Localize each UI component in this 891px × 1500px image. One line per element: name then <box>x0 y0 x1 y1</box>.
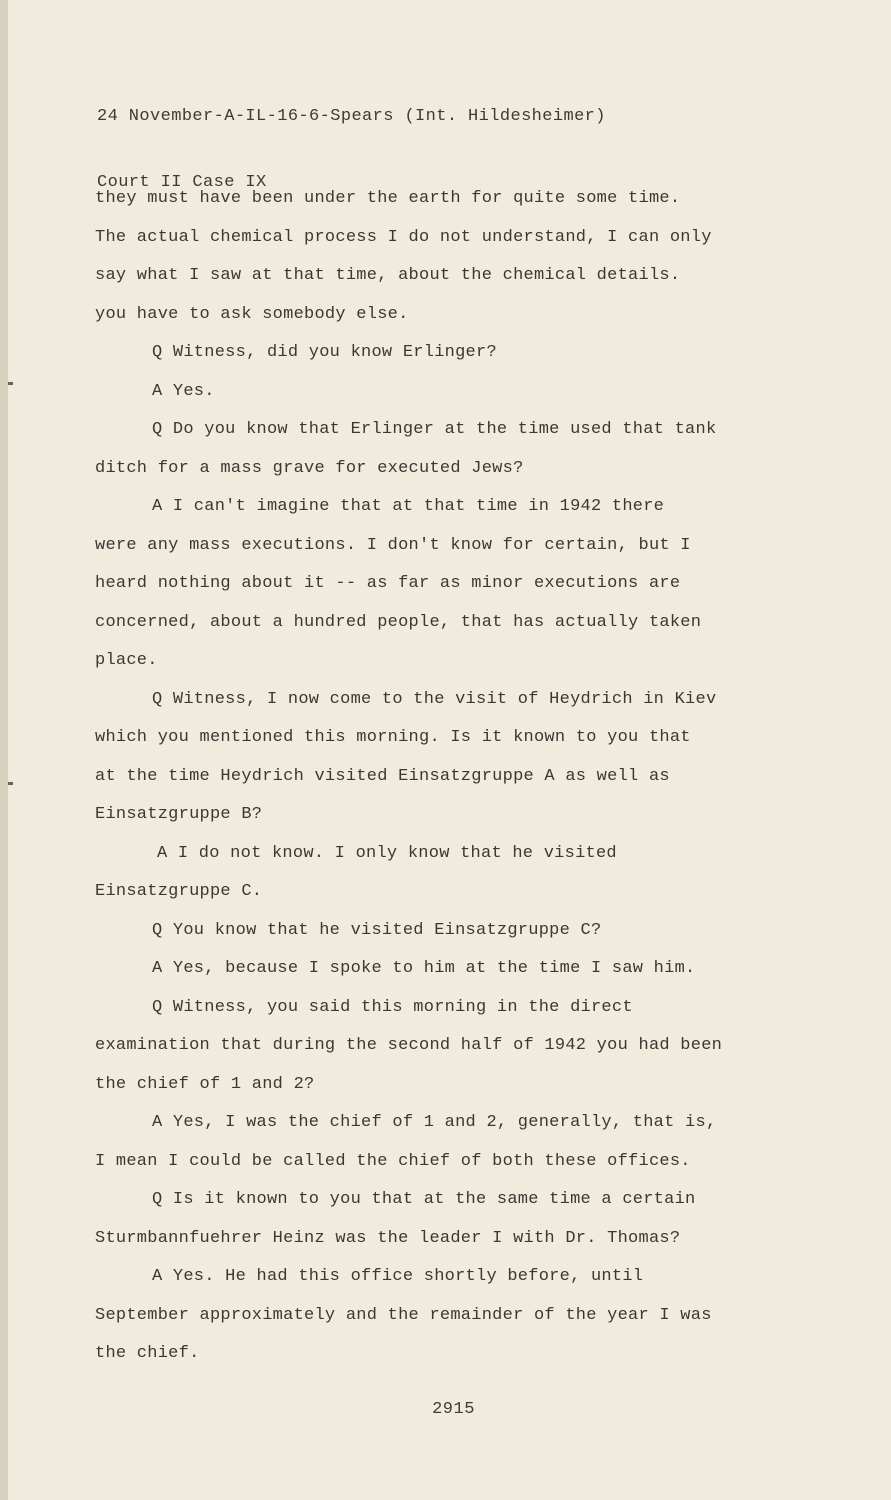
transcript-line: heard nothing about it -- as far as minor executions are <box>95 574 681 593</box>
transcript-line: Q Witness, I now come to the visit of Heydrich in Kiev <box>152 689 717 709</box>
transcript-line: place. <box>95 651 158 670</box>
transcript-line: examination that during the second half of 1942 you had been <box>95 1036 723 1055</box>
transcript-line: A I do not know. I only know that he visited <box>157 843 617 863</box>
transcript-line: Q Do you know that Erlinger at the time used that tank <box>152 420 717 439</box>
transcript-line: Q Witness, you said this morning in the direct <box>152 997 633 1017</box>
page-number: 2915 <box>432 1400 475 1419</box>
transcript-line: the chief of 1 and 2? <box>95 1074 315 1094</box>
transcript-line: A I can't imagine that at that time in 1942 there <box>152 497 665 516</box>
binding-mark <box>8 782 13 785</box>
transcript-line: Q Is it known to you that at the same time a certain <box>152 1190 696 1209</box>
transcript-line: A Yes, because I spoke to him at the time I saw him. <box>152 959 696 978</box>
transcript-line: Einsatzgruppe C. <box>95 882 263 901</box>
transcript-line: the chief. <box>95 1344 200 1363</box>
transcript-line: say what I saw at that time, about the chemical details. <box>95 266 681 285</box>
transcript-line: concerned, about a hundred people, that has actually taken <box>95 612 702 632</box>
transcript-line: you have to ask somebody else. <box>95 304 409 324</box>
transcript-line: Q You know that he visited Einsatzgruppe C? <box>152 920 602 940</box>
header-line-2: Court II Case IX <box>97 173 267 192</box>
transcript-line: Q Witness, did you know Erlinger? <box>152 343 497 362</box>
transcript-line: A Yes, I was the chief of 1 and 2, generally, that is, <box>152 1113 717 1132</box>
transcript-line: which you mentioned this morning. Is it known to you that <box>95 728 691 747</box>
transcript-line: were any mass executions. I don't know for certain, but I <box>95 535 691 555</box>
transcript-line: Sturmbannfuehrer Heinz was the leader I with Dr. Thomas? <box>95 1228 681 1248</box>
transcript-line: A Yes. He had this office shortly before, until <box>152 1267 644 1286</box>
header-line-1: 24 November-A-IL-16-6-Spears (Int. Hildesheimer) <box>97 107 606 126</box>
transcript-line: at the time Heydrich visited Einsatzgruppe A as well as <box>95 766 670 786</box>
transcript-body <box>95 180 815 1374</box>
transcript-line: September approximately and the remainder of the year I was <box>95 1305 712 1325</box>
transcript-line: The actual chemical process I do not understand, I can only <box>95 227 712 247</box>
transcript-line: A Yes. <box>152 381 215 401</box>
transcript-line: Einsatzgruppe B? <box>95 805 263 824</box>
transcript-line: they must have been under the earth for quite some time. <box>95 189 681 208</box>
transcript-line: I mean I could be called the chief of both these offices. <box>95 1151 691 1171</box>
binding-mark <box>8 382 13 385</box>
transcript-line: ditch for a mass grave for executed Jews? <box>95 458 524 478</box>
